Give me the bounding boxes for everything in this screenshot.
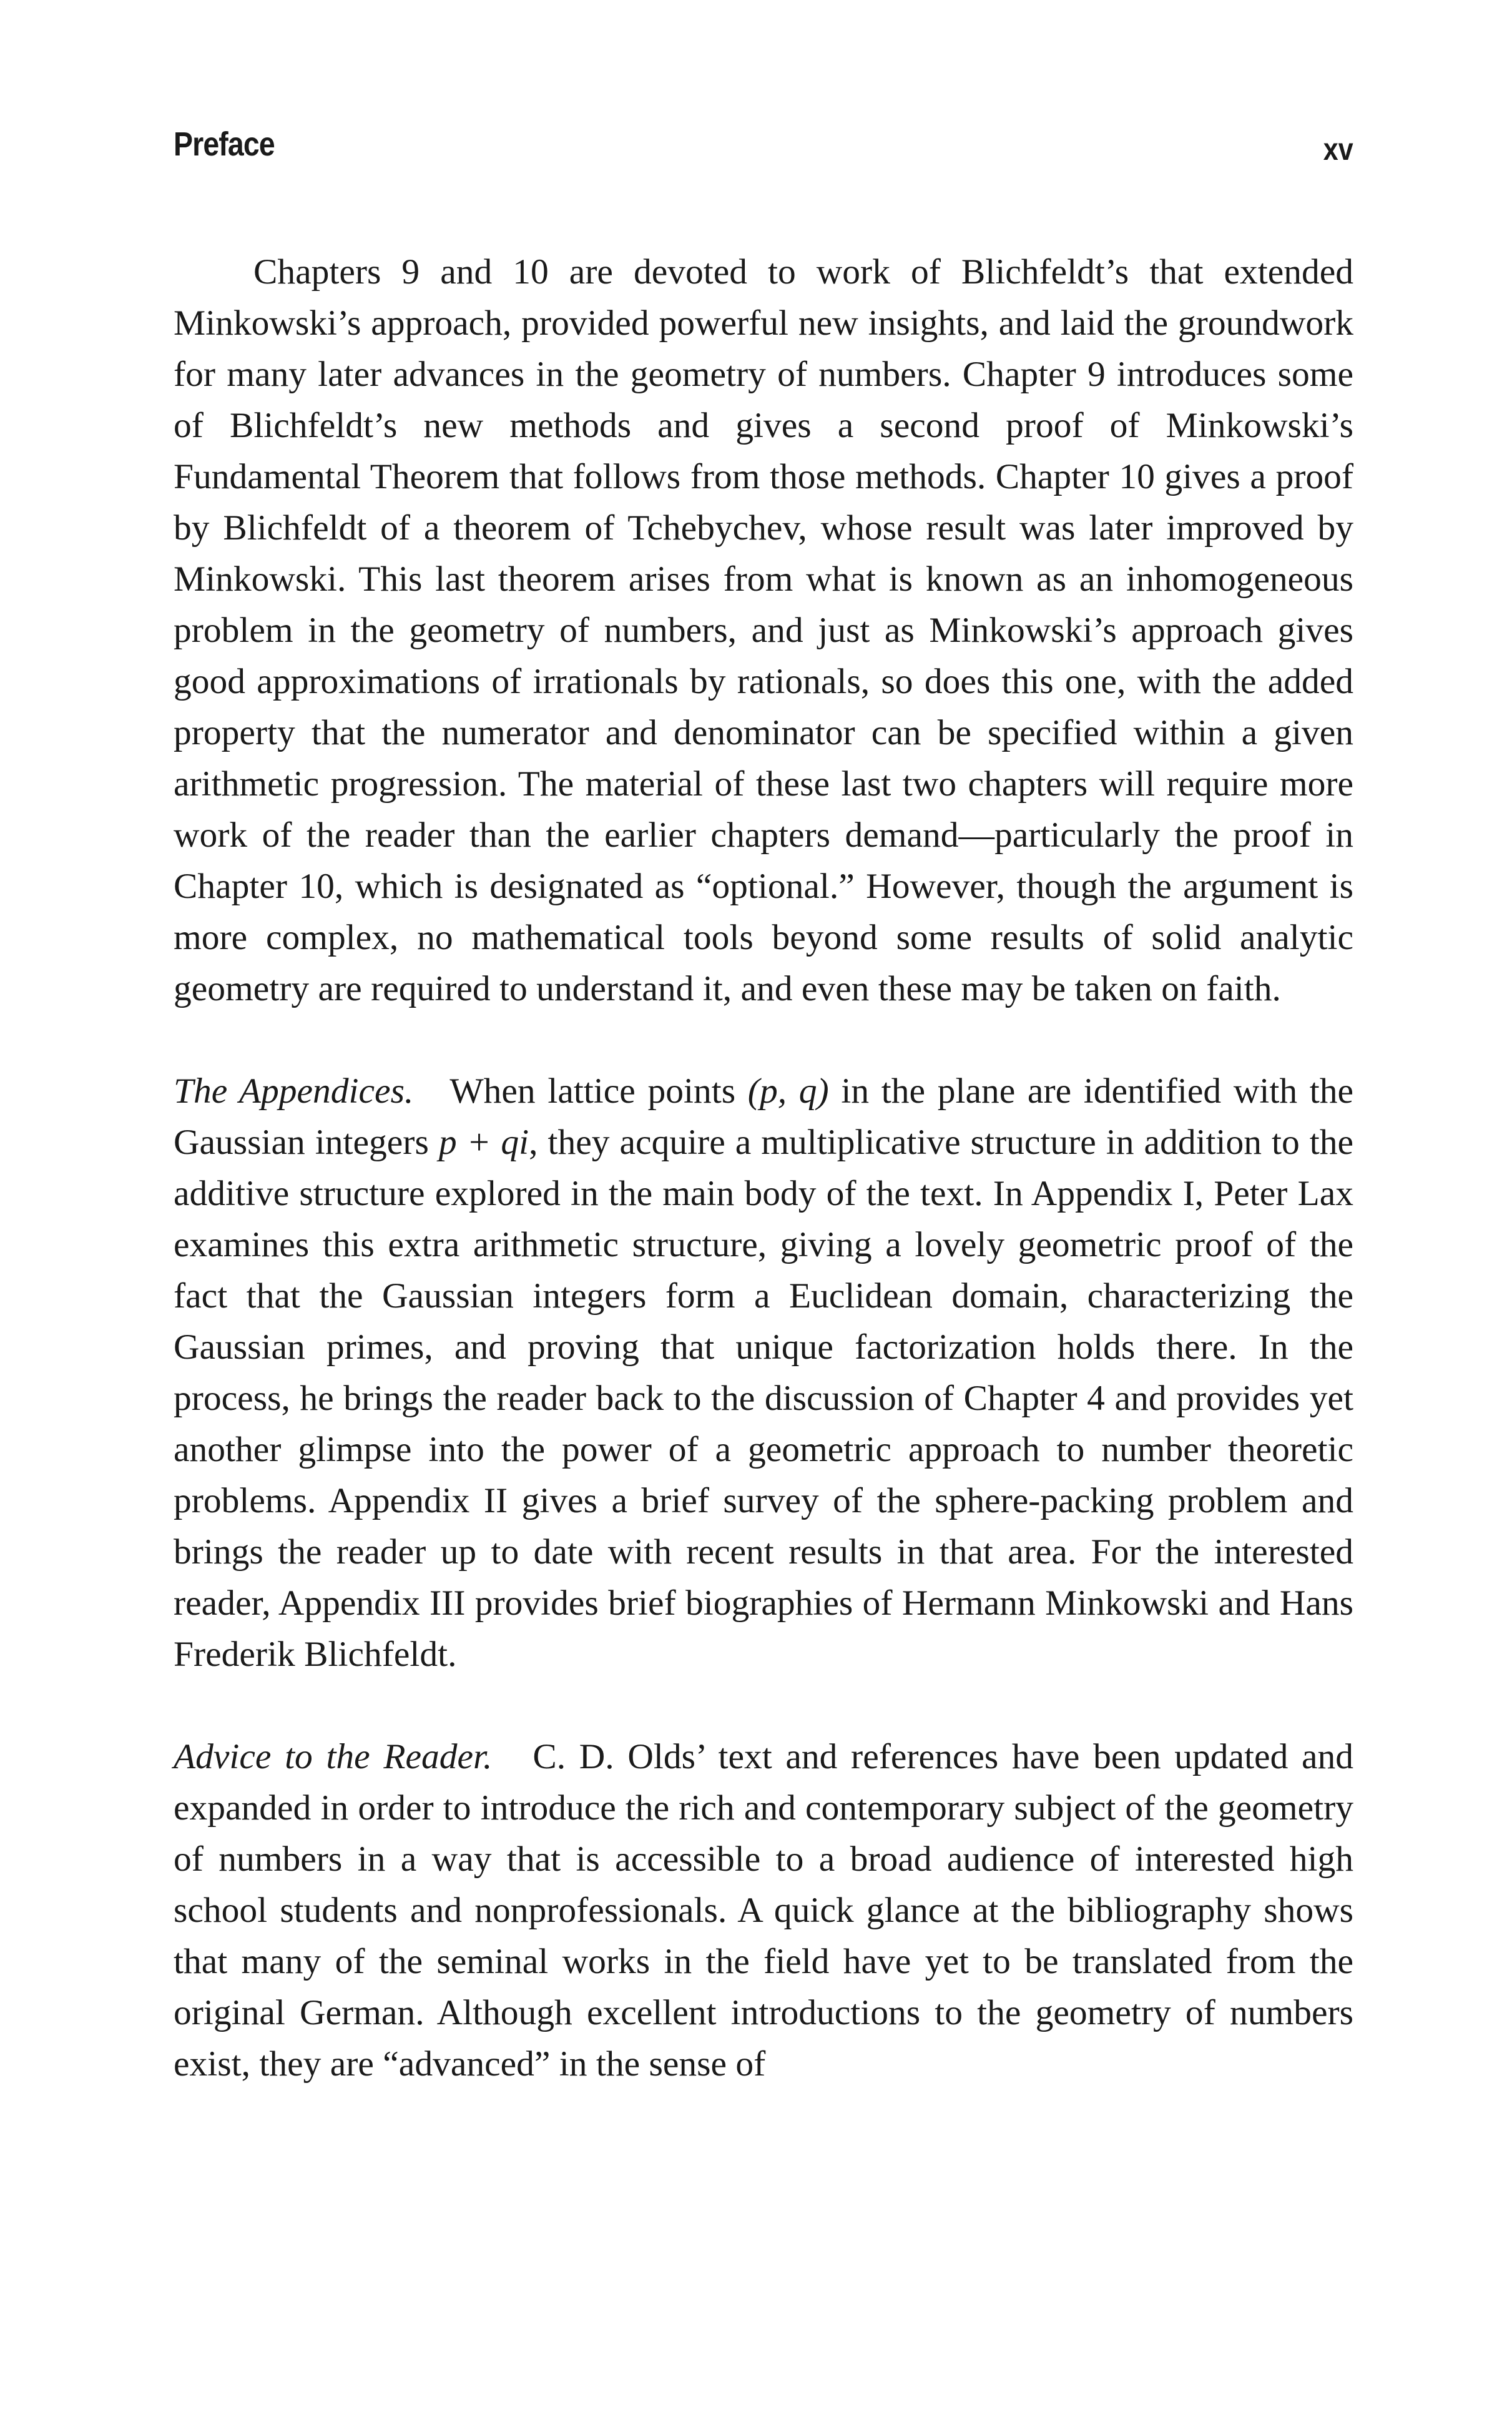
paragraph-text: C. D. Olds’ text and references have been updated and expanded in order to introduce the rich and contemporary subject of the geometry of numbers in a way that is accessible to a broad audience of interested high school students and nonprofessionals. A quick glance at the bibliography shows that many of the seminal works in the field have yet to be translated from the original German. Although excellent introductions to the geometry of numbers exist, they are “advanced” in the sense of <box>174 1737 1353 2084</box>
paragraph-text: , they acquire a multiplicative structure in addition to the additive structure explored in the main body of the text. In Appendix I, Peter Lax examines this extra arithmetic structure, giving a lovely geometric proof of the fact that the Gaussian integers form a Euclidean domain, characterizing the Gaussian primes, and proving that unique factorization holds there. In the process, he brings the reader back to the discussion of Chapter 4 and provides yet another glimpse into the power of a geometric approach to number theoretic problems. Appendix II gives a brief survey of the sphere-packing problem and brings the reader up to date with recent results in that area. For the interested reader, Appendix III provides brief biographies of Hermann Minkowski and Hans Frederik Blichfeldt. <box>174 1123 1353 1674</box>
running-head <box>174 125 1353 175</box>
paragraph-advice <box>174 1731 1353 2090</box>
run-in-heading-appendices: The Appendices. <box>174 1071 414 1111</box>
running-title: Preface <box>174 126 275 163</box>
paragraph-appendices <box>174 1066 1353 1680</box>
paragraph-text: Chapters 9 and 10 are devoted to work of Blichfeldt’s that extended Minkowski’s approach, provided powerful new insights, and laid the groundwork for many later advances in the geometry of numbers. Chapter 9 introduces some of Blichfeldt’s new methods and gives a second proof of Minkowski’s Fundamental Theorem that follows from those methods. Chapter 10 gives a proof by Blichfeldt of a theorem of Tchebychev, whose result was later improved by Minkowski. This last theorem arises from what is known as an inhomogeneous problem in the geometry of numbers, and just as Minkowski’s approach gives good approximations of irrationals by rationals, so does this one, with the added property that the numerator and denominator can be specified within a given arithmetic progression. The material of these last two chapters will require more work of the reader than the earlier chapters demand—particularly the proof in Chapter 10, which is designated as “optional.” However, though the argument is more complex, no mathematical tools beyond some results of solid analytic geometry are required to understand it, and even these may be taken on faith. <box>174 252 1353 1008</box>
math-lattice-point: (p, q) <box>747 1071 829 1111</box>
body-text <box>174 247 1353 2090</box>
math-gaussian-integer: p + qi <box>438 1123 529 1162</box>
page-number: xv <box>1323 132 1353 167</box>
paragraph-text: When lattice points <box>449 1071 748 1111</box>
paragraph-chapters-9-10 <box>174 247 1353 1015</box>
paragraph-text: in the plane are identified with the Gaussian integers <box>174 1071 1354 1162</box>
run-in-heading-advice: Advice to the Reader. <box>174 1737 493 1776</box>
